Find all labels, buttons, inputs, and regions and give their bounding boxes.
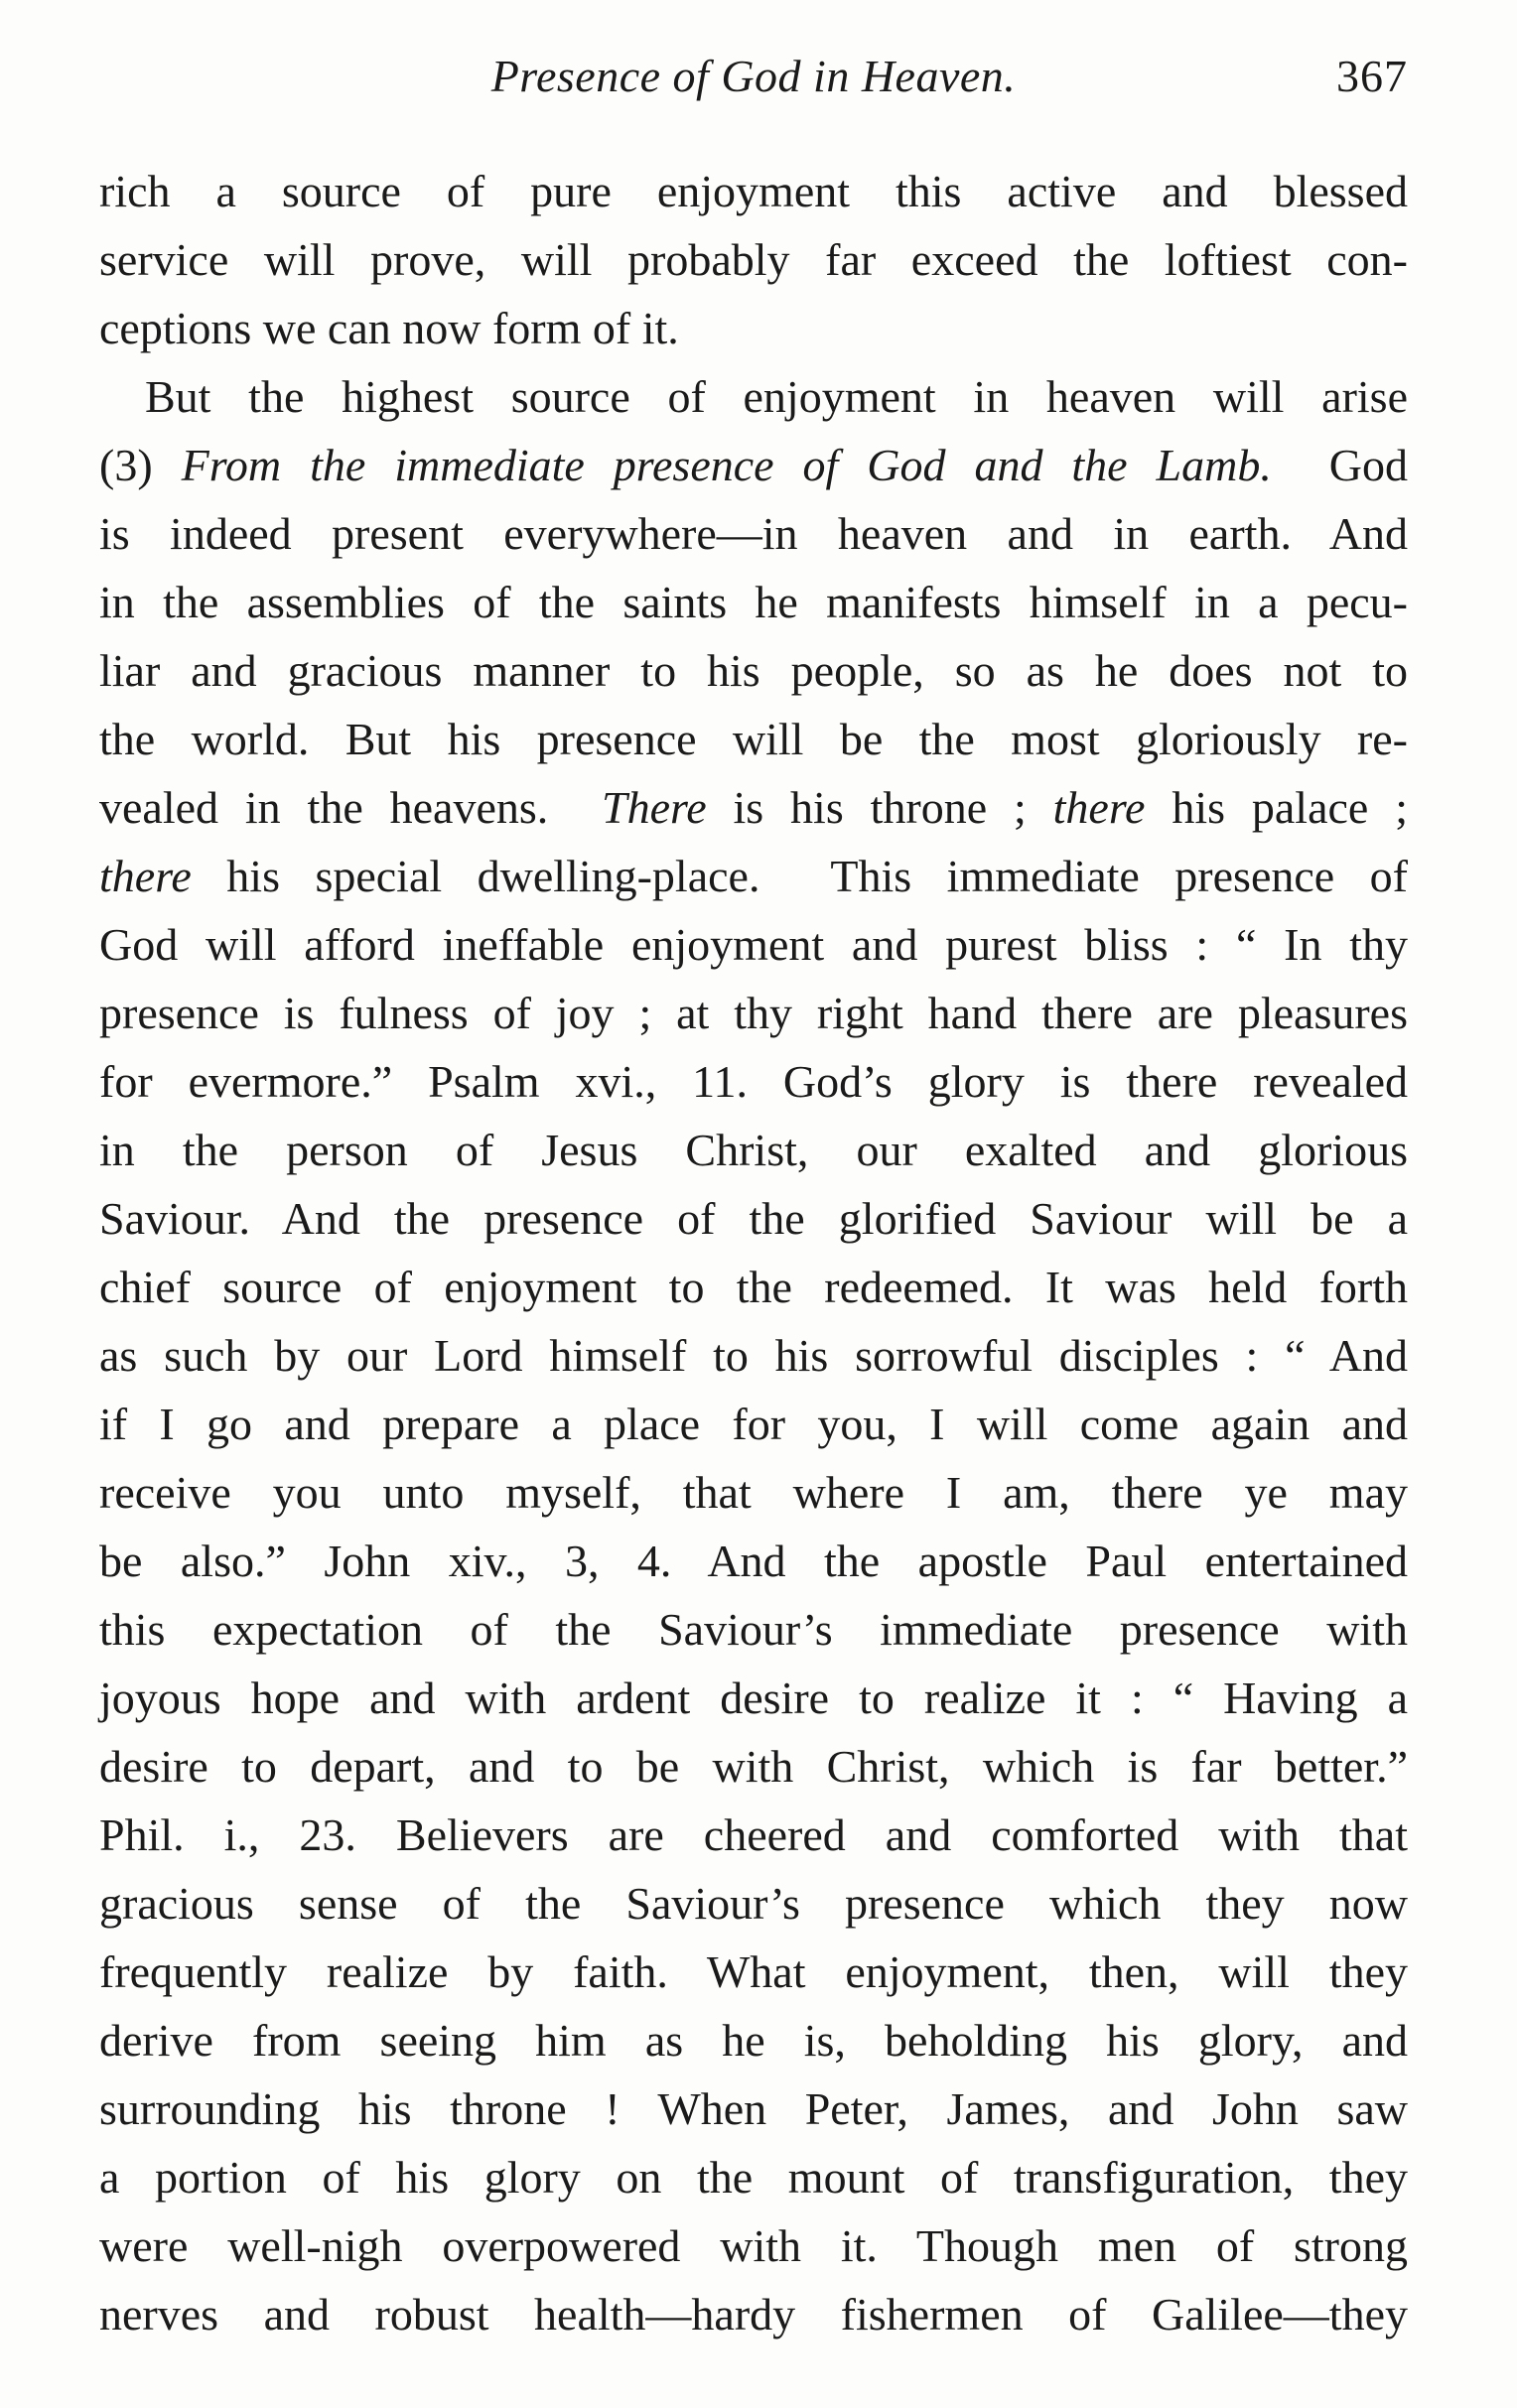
text-line: were well-nigh overpowered with it. Though men of strong	[99, 2220, 1408, 2271]
text-line-italic-heading	[99, 431, 1408, 499]
text-line: derive from seeing him as he is, beholding his glory, and	[99, 2015, 1408, 2066]
text-line-with-italics: vealed in the heavens. There is his throne ; there his palace ;	[99, 782, 1408, 833]
text-line: gracious sense of the Saviour’s presence which they now	[99, 1878, 1408, 1929]
text-line: frequently realize by faith. What enjoyment, then, will they	[99, 1946, 1408, 1997]
text-line: in the person of Jesus Christ, our exalted and glorious	[99, 1125, 1408, 1175]
text-fragment: God	[1271, 440, 1408, 490]
text-line: rich a source of pure enjoyment this active and blessed	[99, 166, 1408, 216]
text-line: be also.” John xiv., 3, 4. And the apostle Paul entertained	[99, 1536, 1408, 1586]
text-line: nerves and robust health—hardy fishermen of Galilee—they	[99, 2289, 1408, 2340]
text-line: a portion of his glory on the mount of transfiguration, they	[99, 2152, 1408, 2203]
italic-word: There	[602, 782, 707, 833]
text-line: surrounding his throne ! When Peter, James, and John saw	[99, 2083, 1408, 2134]
text-line: service will prove, will probably far exceed the loftiest con-	[99, 234, 1408, 285]
text-line: ceptions we can now form of it.	[99, 303, 679, 353]
text-line: for evermore.” Psalm xvi., 11. God’s glory is there revealed	[99, 1056, 1408, 1107]
page-number: 367	[1336, 51, 1408, 101]
text-line: presence is fulness of joy ; at thy right hand there are pleasures	[99, 988, 1408, 1038]
text-line: in the assemblies of the saints he manifests himself in a pecu-	[99, 577, 1408, 627]
text-line-with-italics: there his special dwelling-place. This immediate presence of	[99, 851, 1408, 901]
text-line: the world. But his presence will be the most gloriously re-	[99, 714, 1408, 764]
text-line: receive you unto myself, that where I am, there ye may	[99, 1467, 1408, 1518]
running-title: Presence of God in Heaven.	[490, 51, 1017, 101]
text-line: liar and gracious manner to his people, so as he does not to	[99, 645, 1408, 696]
text-line: joyous hope and with ardent desire to realize it : “ Having a	[99, 1672, 1408, 1723]
text-line: if I go and prepare a place for you, I will come again and	[99, 1399, 1408, 1449]
text-line: as such by our Lord himself to his sorrowful disciples : “ And	[99, 1330, 1408, 1381]
text-line: Phil. i., 23. Believers are cheered and comforted with that	[99, 1809, 1408, 1860]
body-text	[99, 157, 1408, 2348]
text-line: is indeed present everywhere—in heaven and in earth. And	[99, 508, 1408, 559]
running-head	[99, 50, 1408, 119]
text-line: But the highest source of enjoyment in heaven will arise	[145, 371, 1408, 422]
text-line: this expectation of the Saviour’s immediate presence with	[99, 1604, 1408, 1655]
italic-word: there	[99, 851, 192, 901]
text-line: God will afford ineffable enjoyment and purest bliss : “ In thy	[99, 919, 1408, 970]
italic-word: there	[1052, 782, 1146, 833]
section-number: (3)	[99, 440, 182, 490]
text-line: chief source of enjoyment to the redeemed. It was held forth	[99, 1262, 1408, 1312]
text-line: Saviour. And the presence of the glorified Saviour will be a	[99, 1193, 1408, 1244]
section-heading-italic: From the immediate presence of God and the Lamb.	[181, 440, 1272, 490]
text-line: desire to depart, and to be with Christ, which is far better.”	[99, 1741, 1408, 1792]
